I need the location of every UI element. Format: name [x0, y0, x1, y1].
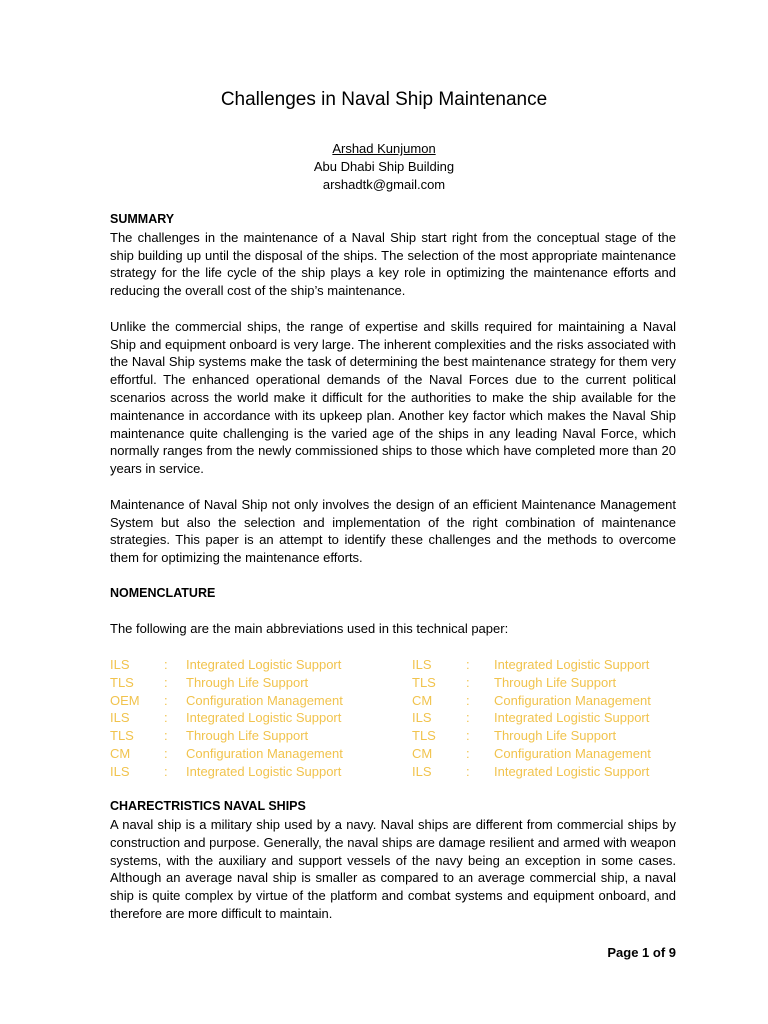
nomenclature-intro: The following are the main abbreviations used in this technical paper:: [110, 621, 509, 637]
table-cell: TLS: [412, 674, 436, 690]
table-cell: Integrated Logistic Support: [494, 763, 650, 779]
summary-paragraph-2: Unlike the commercial ships, the range of expertise and skills required for maintaining a Naval Ship and equipment onboard is very large. The inherent complexities and the risks associated with the Naval Ship systems make the task of determining the best maintenance strategy for them very effortful. The enhanced operational demands of the Naval Forces due to the current political scenarios across the world make it difficult for the authorities to make the ship available for the maintenance in accordance with its upkeep plan. Another key factor which makes the Naval Ship maintenance quite challenging is the varied age of the ships in any leading Naval Force, which normally ranges from the newly commissioned ships to those which have completed more than 20 years in service.: [110, 318, 676, 477]
table-row: [110, 727, 676, 745]
table-cell: Configuration Management: [494, 745, 651, 761]
table-cell: ILS: [110, 656, 130, 672]
table-cell: Integrated Logistic Support: [186, 763, 342, 779]
table-cell: Configuration Management: [186, 745, 343, 761]
table-cell: Integrated Logistic Support: [494, 656, 650, 672]
nomenclature-heading: NOMENCLATURE: [110, 585, 216, 600]
summary-paragraph-3: Maintenance of Naval Ship not only involves the design of an efficient Maintenance Management System but also the selection and implementation of the right combination of maintenance strategies. This paper is an attempt to identify these challenges and the methods to overcome them for optimizing the maintenance efforts.: [110, 496, 676, 566]
table-cell: ILS: [110, 710, 130, 726]
table-cell: TLS: [412, 728, 436, 744]
table-cell: OEM: [110, 692, 140, 708]
author-block: [0, 140, 768, 194]
table-cell: Integrated Logistic Support: [494, 710, 650, 726]
table-cell: :: [164, 763, 168, 779]
table-cell: Through Life Support: [186, 728, 309, 744]
summary-heading: SUMMARY: [110, 212, 175, 226]
table-cell: :: [466, 656, 470, 672]
table-cell: :: [164, 692, 168, 708]
table-cell: :: [164, 745, 168, 761]
table-cell: Configuration Management: [494, 692, 651, 708]
table-cell: :: [466, 674, 470, 690]
table-cell: :: [466, 710, 470, 726]
table-cell: CM: [412, 692, 433, 708]
table-cell: TLS: [110, 674, 134, 690]
table-cell: :: [164, 728, 168, 744]
table-cell: CM: [110, 745, 131, 761]
author-name: Arshad Kunjumon: [332, 141, 436, 156]
table-cell: ILS: [412, 656, 432, 672]
table-cell: Through Life Support: [186, 674, 309, 690]
paper-body: [110, 211, 676, 923]
abbreviation-table: [110, 656, 676, 781]
page-number: Page 1 of 9: [607, 945, 676, 960]
table-cell: TLS: [110, 728, 134, 744]
table-cell: Integrated Logistic Support: [186, 656, 342, 672]
paper-title: Challenges in Naval Ship Maintenance: [220, 89, 548, 110]
table-cell: CM: [412, 745, 433, 761]
table-cell: :: [164, 674, 168, 690]
table-row: [110, 656, 676, 674]
author-organization: Abu Dhabi Ship Building: [313, 159, 455, 174]
table-row: [110, 692, 676, 710]
author-email: arshadtk@gmail.com: [322, 177, 446, 192]
table-cell: :: [164, 656, 168, 672]
summary-paragraph-1: The challenges in the maintenance of a Naval Ship start right from the conceptual stage of the ship building up until the disposal of the ships. The selection of the most appropriate maintenance strategy for the life cycle of the ship plays a key role in optimizing the maintenance efforts and reducing the overall cost of the ship’s maintenance.: [110, 229, 676, 299]
table-cell: ILS: [110, 763, 130, 779]
characteristics-heading: CHARECTRISTICS NAVAL SHIPS: [110, 799, 306, 814]
table-cell: :: [466, 728, 470, 744]
table-row: [110, 763, 676, 781]
table-cell: :: [164, 710, 168, 726]
table-cell: Through Life Support: [494, 674, 617, 690]
table-row: [110, 745, 676, 763]
table-cell: :: [466, 692, 470, 708]
table-cell: ILS: [412, 763, 432, 779]
table-cell: Through Life Support: [494, 728, 617, 744]
table-row: [110, 709, 676, 727]
table-cell: ILS: [412, 710, 432, 726]
table-cell: :: [466, 745, 470, 761]
characteristics-paragraph: A naval ship is a military ship used by a navy. Naval ships are different from commercial ships by construction and purpose. Generally, the naval ships are damage resilient and armed with weapon systems, with the auxiliary and support vessels of the navy being an exception in some cases. Although an average naval ship is smaller as compared to an average commercial ship, a naval ship is quite complex by virtue of the platform and combat systems and equipment onboard, and therefore are more difficult to maintain.: [110, 817, 676, 922]
table-cell: :: [466, 763, 470, 779]
table-cell: Configuration Management: [186, 692, 343, 708]
table-row: [110, 674, 676, 692]
table-cell: Integrated Logistic Support: [186, 710, 342, 726]
